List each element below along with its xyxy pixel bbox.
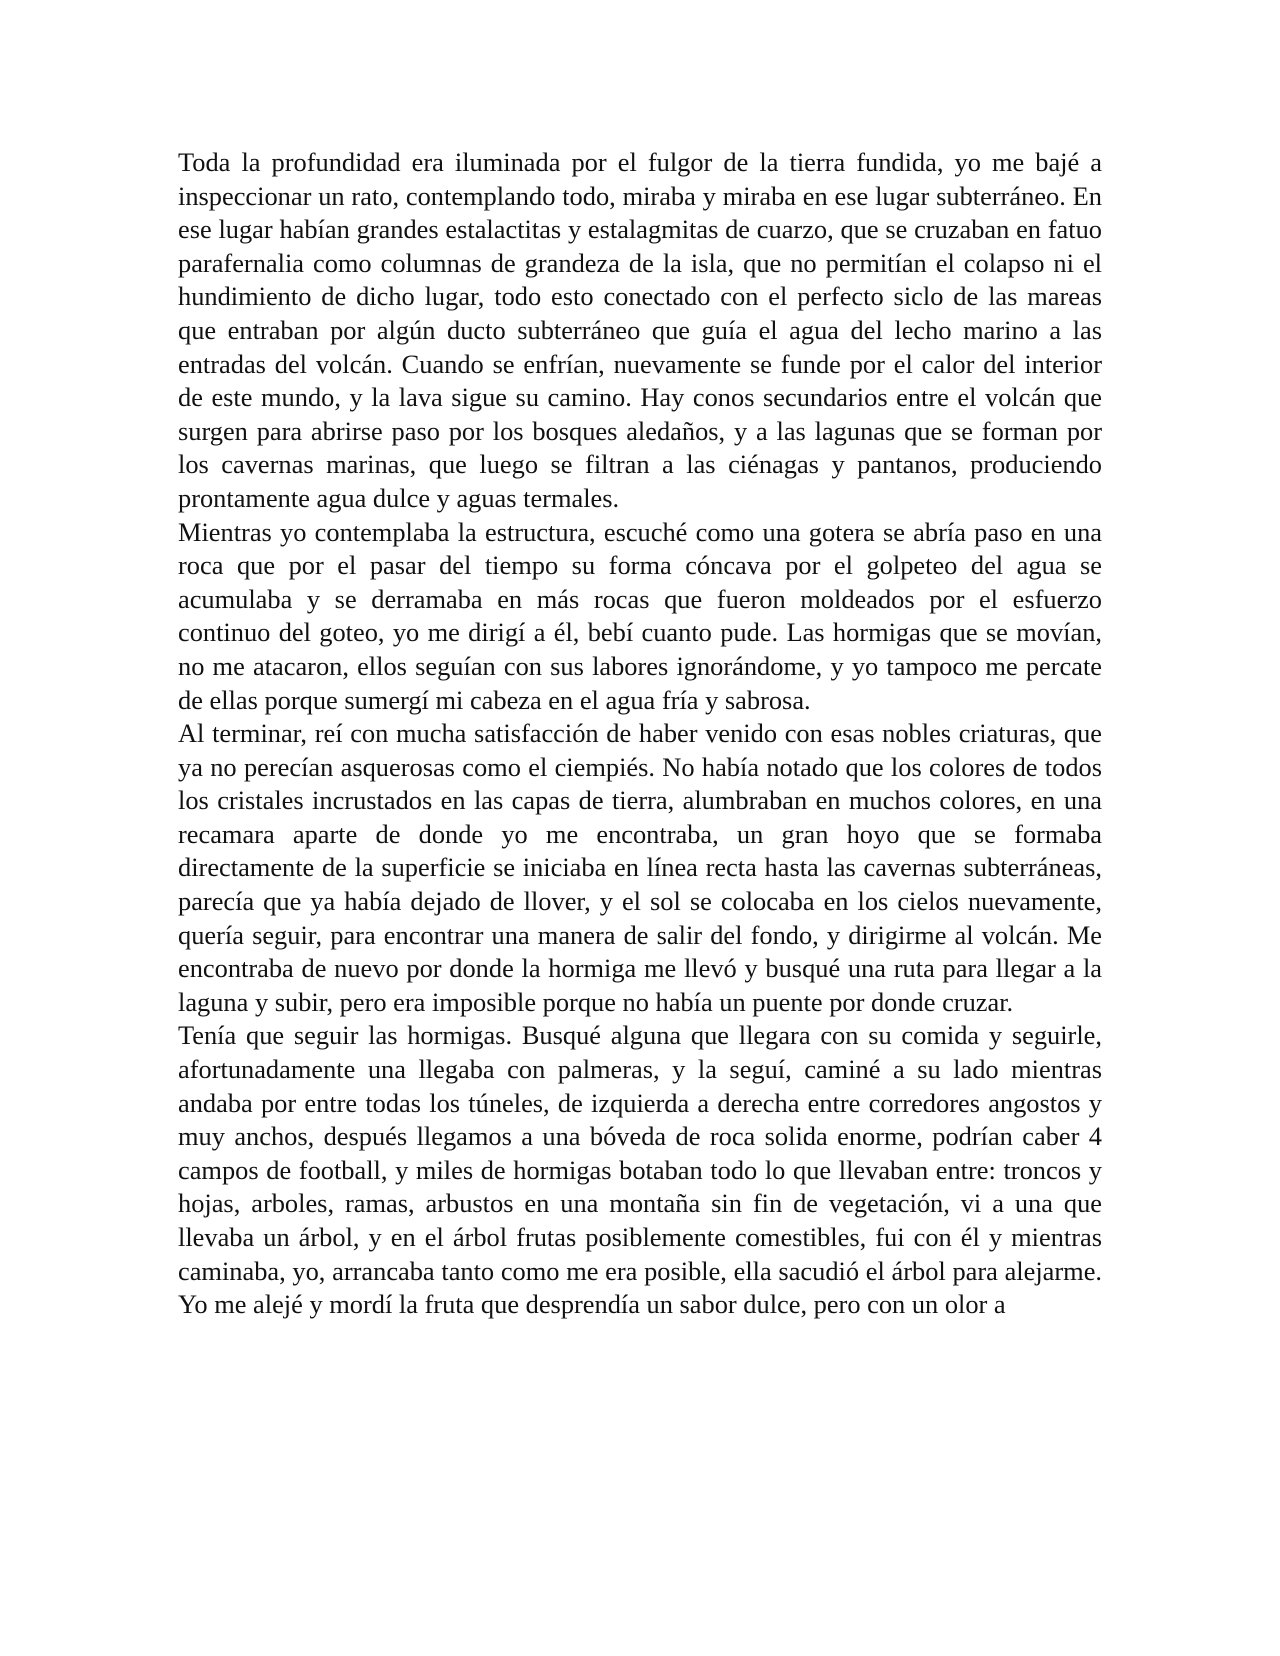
paragraph-2: Mientras yo contemplaba la estructura, escuché como una gotera se abría paso en una roca que por el pasar del tiempo su forma cóncava por el golpeteo del agua se acumulaba y se derramaba en más rocas que fueron moldeados por el esfuerzo continuo del goteo, yo me dirigí a él, bebí cuanto pude. Las hormigas que se movían, no me atacaron, ellos seguían con sus labores ignorándome, y yo tampoco me percate de ellas porque sumergí mi cabeza en el agua fría y sabrosa. — [178, 516, 1102, 715]
paragraph-1: Toda la profundidad era iluminada por el fulgor de la tierra fundida, yo me bajé a inspeccionar un rato, contemplando todo, miraba y miraba en ese lugar subterráneo. En ese lugar habían grandes estalactitas y estalagmitas de cuarzo, que se cruzaban en fatuo parafernalia como columnas de grandeza de la isla, que no permitían el colapso ni el hundimiento de dicho lugar, todo esto conectado con el perfecto siclo de las mareas que entraban por algún ducto subterráneo que guía el agua del lecho marino a las entradas del volcán. Cuando se enfrían, nuevamente se funde por el calor del interior de este mundo, y la lava sigue su camino. Hay conos secundarios entre el volcán que surgen para abrirse paso por los bosques aledaños, y a las lagunas que se forman por los cavernas marinas, que luego se filtran a las ciénagas y pantanos, produciendo prontamente agua dulce y aguas termales. — [178, 147, 1102, 513]
paragraph-3: Al terminar, reí con mucha satisfacción de haber venido con esas nobles criaturas, que ya no perecían asquerosas como el ciempiés. No había notado que los colores de todos los cristales incrustados en las capas de tierra, alumbraban en muchos colores, en una recamara aparte de donde yo me encontraba, un gran hoyo que se formaba directamente de la superficie se iniciaba en línea recta hasta las cavernas subterráneas, parecía que ya había dejado de llover, y el sol se colocaba en los cielos nuevamente, quería seguir, para encontrar una manera de salir del fondo, y dirigirme al volcán. Me encontraba de nuevo por donde la hormiga me llevó y busqué una ruta para llegar a la laguna y subir, pero era imposible porque no había un puente por donde cruzar. — [178, 718, 1102, 1017]
document-page — [178, 146, 1102, 1322]
paragraph-4: Tenía que seguir las hormigas. Busqué alguna que llegara con su comida y seguirle, afortunadamente una llegaba con palmeras, y la seguí, caminé a su lado mientras andaba por entre todas los túneles, de izquierda a derecha entre corredores angostos y muy anchos, después llegamos a una bóveda de roca solida enorme, podrían caber 4 campos de football, y miles de hormigas botaban todo lo que llevaban entre: troncos y hojas, arboles, ramas, arbustos en una montaña sin fin de vegetación, vi a una que llevaba un árbol, y en el árbol frutas posiblemente comestibles, fui con él y mientras caminaba, yo, arrancaba tanto como me era posible, ella sacudió el árbol para alejarme. Yo me alejé y mordí la fruta que desprendía un sabor dulce, pero con un olor a — [178, 1020, 1102, 1320]
